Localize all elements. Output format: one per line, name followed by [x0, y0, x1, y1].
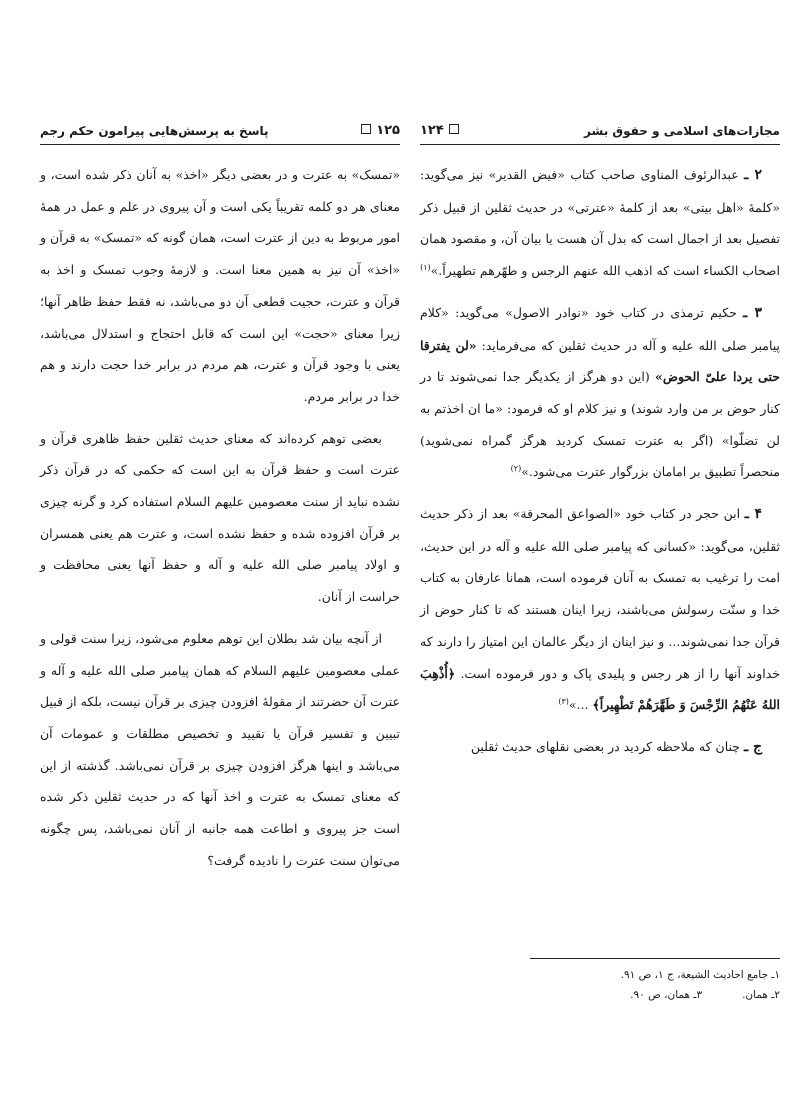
footnote: ۱ـ جامع احادیث الشیعة، ج ۱، ص ۹۱.	[620, 969, 780, 981]
page-125	[40, 118, 400, 1058]
item-number: ج ـ	[743, 738, 762, 755]
page-number-text: ۱۲۵	[376, 123, 400, 138]
paragraph-text: (این دو هرگز از یکدیگر جدا نمی‌شوند تا در کنار حوض بر من وارد شوند) و نیز کلام او که فرمود: «ما ان اخذتم به لن تضلّوا» (اگر به عترت تمسک کردید هرگز گمراه نمی‌شوید) منحصراً تطبیق بر امامان بزرگوار عترت می‌شود.»	[420, 369, 780, 480]
paragraph: از آنچه بیان شد بطلان این توهم معلوم می‌شود، زیرا سنت قولی و عملی معصومین علیهم السلام که همان پیامبر صلی الله علیه و آله و عترت آن حضرتند از مقولهٔ افزودن چیزی بر قرآن نیست، بلکه از قبیل تبیین و تفسیر قرآن یا تقیید و تخصیص مطلقات و عمومات آن می‌باشد و اینها هرگز افزودن چیزی بر قرآن نمی‌باشد. گذشته از این که معنای تمسک به عترت و اخذ آنها که در حدیث ثقلین ذکر شده است جز پیروی و اطاعت همه جانبه از آنان نمی‌باشد، پس چگونه می‌توان سنت عترت را نادیده گرفت؟	[40, 630, 400, 868]
running-title: پاسخ به پرسش‌هایی پیرامون حکم رجم	[40, 124, 269, 138]
quran-verse: ﴿أُذْهِبَ اللهُ عَنْهُمُ الرِّجْسَ وَ طَهَّرَهُمْ تَطْهِیراً﴾	[420, 665, 780, 713]
page-124	[420, 118, 780, 1058]
paragraph	[420, 297, 780, 488]
page-number-box-icon	[361, 124, 371, 134]
footnote-ref: (۳)	[558, 697, 569, 707]
paragraph-text: ...»	[568, 697, 589, 713]
page-number	[420, 123, 464, 138]
footnote-ref: (۱)	[420, 262, 431, 272]
running-title: مجازات‌های اسلامی و حقوق بشر	[584, 124, 780, 138]
item-number: ۳ ـ	[743, 304, 762, 321]
paragraph-text: چنان که ملاحظه کردید در بعضی نقلهای حدیث ثقلین	[470, 738, 740, 754]
footnote-ref: (۲)	[510, 464, 522, 474]
footnotes	[530, 958, 780, 1005]
page-body	[40, 159, 400, 876]
page-header	[40, 118, 400, 145]
paragraph-text: ابن حجر در کتاب خود «الصواعق المحرقة» بعد از ذکر حدیث ثقلین، می‌گوید: «کسانی که پیامبر صلی الله علیه و آله در این حدیث، امت را ترغیب به تمسک به آنان فرموده است، همانا عارفان به کتاب خدا و سنّت رسولش می‌باشند، زیرا اینان هستند که تا کنار حوض از قرآن جدا نمی‌شوند... و نیز اینان از دیگر عالمان این امتیاز را دارند که خداوند آنها را از هر رجس و پلیدی پاک و دور فرموده است.	[420, 506, 780, 681]
paragraph	[420, 498, 780, 721]
paragraph	[420, 159, 780, 287]
item-number: ۲ ـ	[744, 167, 762, 183]
footnote-row	[530, 985, 780, 1005]
page-number	[356, 123, 400, 138]
page-number-text: ۱۲۴	[420, 123, 444, 138]
paragraph-text: عبدالرئوف المناوی صاحب کتاب «فیض القدیر» نیز می‌گوید: «کلمهٔ «اهل بیتی» بعد از کلمهٔ «عترتی» در حدیث ثقلین از قبیل ذکر تفصیل بعد از اجمال است که بدل آن هست یا بیان آن، و مقصود همان اصحاب الکساء است که اذهب الله عنهم الرجس و طهّرهم تطهیراً.»	[419, 167, 780, 279]
footnote: ۲ـ همان.	[742, 989, 780, 1001]
page-header	[420, 118, 780, 145]
page-body	[420, 159, 780, 764]
item-number: ۴ ـ	[744, 506, 762, 523]
paragraph: بعضی توهم کرده‌اند که معنای حدیث ثقلین حفظ ظاهری قرآن و عترت است و حفظ قرآن به این است که حکمی که در قرآن ذکر نشده نباید از سنت معصومین علیهم السلام استفاده کرد و گرنه چیزی بر قرآن افزوده شده و حفظ نشده است، و عترت هم یعنی همسران و اولاد پیامبر صلی الله علیه و آله و حفظ آنها یعنی محافظت و حراست از آنان.	[40, 430, 400, 605]
page-number-box-icon	[449, 124, 459, 134]
footnote: ۳ـ همان، ص ۹۰.	[630, 989, 703, 1001]
hadith-quote: «لن یفترقا حتی یردا علیّ الحوض»	[420, 337, 780, 385]
paragraph: «تمسک» به عترت و در بعضی دیگر «اخذ» به آنان ذکر شده است، و معنای هر دو کلمه تقریباً یکی است و آن پیروی در علم و عمل در همهٔ امور مربوط به دین از عترت است، همان گونه که «تمسک» به قرآن و «اخذ» آن نیز به همین معنا است. و لازمهٔ وجوب تمسک و اخذ به قرآن و عترت، حجیت قطعی آن دو می‌باشد، نه فقط حفظ ظاهر آنها؛ زیرا معنای «حجت» این است که قابل احتجاج و استدلال می‌باشد، یعنی با وجود قرآن و عترت، هم مردم در برابر خدا حجت دارند و هم خدا در برابر مردم.	[40, 167, 400, 404]
paragraph-text: حکیم ترمذی در کتاب خود «نوادر الاصول» می‌گوید: «کلام پیامبر صلی الله علیه و آله در حدیث ثقلین که می‌فرماید:	[420, 304, 781, 353]
paragraph	[420, 731, 780, 764]
